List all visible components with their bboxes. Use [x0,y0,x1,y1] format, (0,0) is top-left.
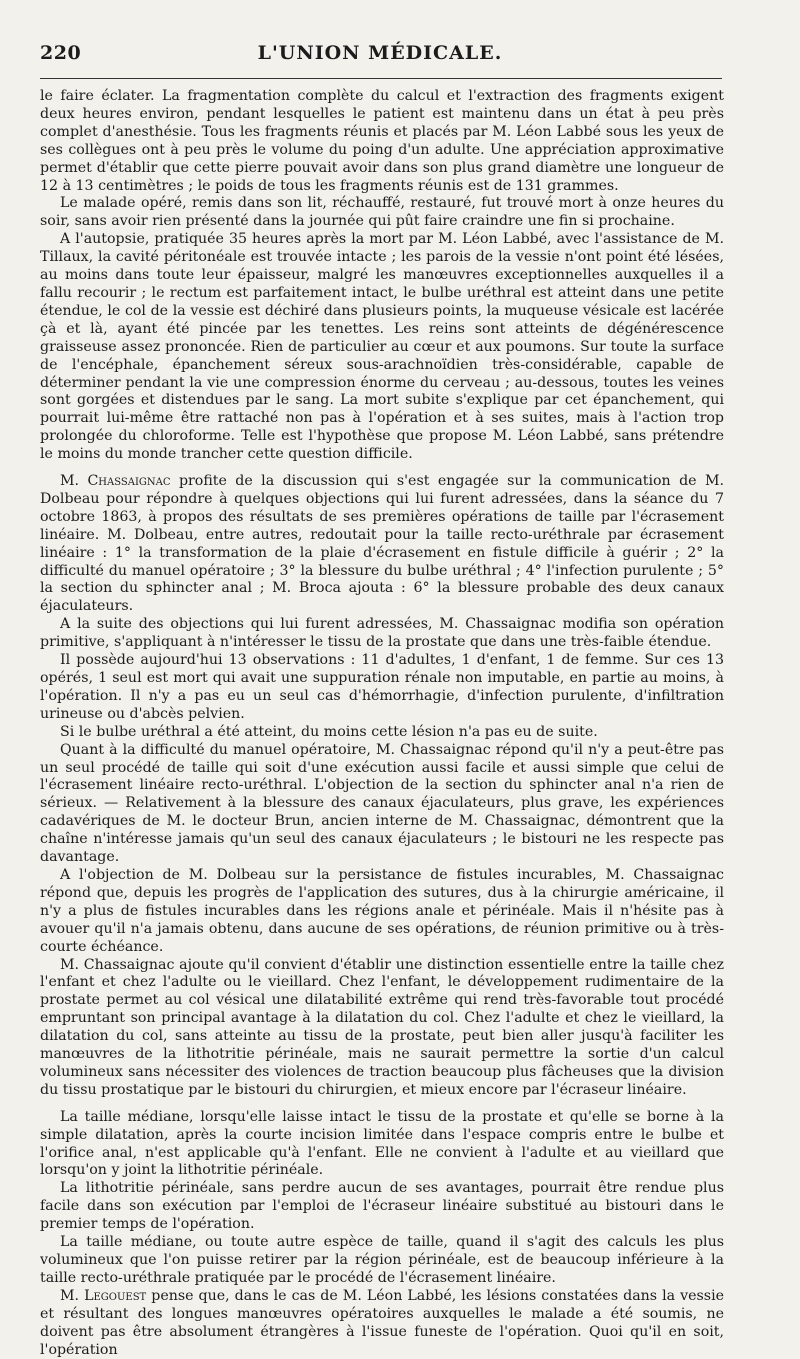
speaker-name: Legouest [84,1287,147,1304]
paragraph-text: A la suite des objections qui lui furent adressées, M. Chassaignac modifia son opération primitive, s'appliquant à n'intéresser le tissu de la prostate que dans une très-faible étendue. [40,616,724,651]
journal-title: L'UNION MÉDICALE. [257,42,503,64]
paragraph-text: A l'autopsie, pratiquée 35 heures après la mort par M. Léon Labbé, avec l'assistance de M. Tillaux, la cavité péritonéale est trouvée intacte ; les parois de la vessie n'ont point été lésées, au moins dans toute leur épaisseur, malgré les manœuvres exceptionnelles auxquelles il a fallu recourir ; le rectum est parfaitement intact, le bulbe uréthral est atteint dans une petite étendue, le col de la vessie est déchiré dans plusieurs points, la muqueuse vésicale est lacérée çà et là, ayant été pincée par les tenettes. Les reins sont atteints de dégénérescence graisseuse assez prononcée. Rien de particulier au cœur et aux poumons. Sur toute la surface de l'encéphale, épanchement séreux sous-arachnoïdien très-considérable, capable de déterminer pendant la vie une compression énorme du cerveau ; au-dessous, toutes les veines sont gorgées et distendues par le sang. La mort subite s'explique par cet épanchement, qui pourrait lui-même être rattaché non pas à l'opération et à ses suites, mais à l'action trop prolongée du chloroforme. Telle est l'hypothèse que propose M. Léon Labbé, sans prétendre le moins du monde trancher cette question difficile. [40,231,724,463]
paragraph-text: Le malade opéré, remis dans son lit, réchauffé, restauré, fut trouvé mort à onze heures du soir, sans avoir rien présenté dans la journée qui pût faire craindre une fin si prochaine. [40,195,724,230]
paragraph-text: La taille médiane, ou toute autre espèce de taille, quand il s'agit des calculs les plus volumineux que l'on puisse retirer par la région périnéale, est de beaucoup inférieure à la taille recto-uréthrale pratiquée par le procédé de l'écrasement linéaire. [40,1234,724,1286]
header-rule [40,78,722,79]
paragraph [40,195,724,231]
paragraph [40,652,724,724]
paragraph-text: profite de la discussion qui s'est engagée sur la communication de M. Dolbeau pour répondre à quelques objections qui lui furent adressées, dans la séance du 7 octobre 1863, à propos des résultats de ses premières opérations de taille par l'écrasement linéaire. M. Dolbeau, entre autres, redoutait pour la taille recto-uréthrale par écrasement linéaire : 1° la transformation de la plaie d'écrasement en fistule difficile à guérir ; 2° la difficulté du manuel opératoire ; 3° la blessure du bulbe uréthral ; 4° l'infection purulente ; 5° la section du sphincter anal ; M. Broca ajouta : 6° la blessure probable des deux canaux éjaculateurs. [40,473,724,615]
paragraph [40,1109,724,1181]
paragraph-text: Quant à la difficulté du manuel opératoire, M. Chassaignac répond qu'il n'y a peut-être pas un seul procédé de taille qui soit d'une exécution aussi facile et aussi simple que celui de l'écrasement linéaire recto-uréthral. L'objection de la section du sphincter anal n'a rien de sérieux. — Relativement à la blessure des canaux éjaculateurs, plus grave, les expériences cadavériques de M. le docteur Brun, ancien interne de M. Chassaignac, démontrent que la chaîne n'intéresse jamais qu'un seul des canaux éjaculateurs ; le bistouri ne les respecte pas davantage. [40,741,724,866]
page-number: 220 [40,42,82,64]
paragraph [40,724,724,742]
paragraph [40,1180,724,1234]
paragraph [40,957,724,1100]
paragraph [40,1234,724,1288]
paragraph [40,88,724,195]
paragraph-text: La lithotritie périnéale, sans perdre aucun de ses avantages, pourrait être rendue plus facile dans son exécution par l'emploi de l'écraseur linéaire substitué au bistouri dans le premier temps de l'opération. [40,1180,724,1233]
paragraph-text: Si le bulbe uréthral a été atteint, du moins cette lésion n'a pas eu de suite. [60,723,598,740]
paragraph [40,1288,724,1359]
paragraph [40,616,724,652]
paragraph-text: M. [60,1287,85,1304]
speaker-name: Chassaignac [87,473,171,490]
paragraph-text: M. Chassaignac ajoute qu'il convient d'établir une distinction essentielle entre la taille chez l'enfant et chez l'adulte ou le vieillard. Chez l'enfant, le développement rudimentaire de la prostate permet au col vésical une dilatabilité extrême qui rend très-favorable tout procédé empruntant son principal avantage à la dilatation du col. Chez l'adulte et chez le vieillard, la dilatation du col, sans atteinte au tissu de la prostate, peut bien aller jusqu'à faciliter les manœuvres de la lithotritie périnéale, mais ne saurait permettre la sortie d'un calcul volumineux sans nécessiter des violences de traction beaucoup plus fâcheuses que la division du tissu prostatique par le bistouri du chirurgien, et mieux encore par l'écraseur linéaire. [40,956,724,1098]
running-header [40,42,720,70]
paragraph [40,231,724,464]
paragraph [40,742,724,867]
paragraph-text: A l'objection de M. Dolbeau sur la persistance de fistules incurables, M. Chassaignac répond que, depuis les progrès de l'application des sutures, dus à la chirurgie américaine, il n'y a plus de fistules incurables dans les régions anale et périnéale. Mais il n'hésite pas à avouer qu'il n'a jamais obtenu, dans aucune de ses opérations, de réunion primitive ou à très-courte échéance. [40,866,724,955]
paragraph-text: La taille médiane, lorsqu'elle laisse intact le tissu de la prostate et qu'elle se borne à la simple dilatation, après la courte incision limitée dans l'espace compris entre le bulbe et l'orifice anal, n'est applicable qu'à l'enfant. Elle ne convient à l'adulte et au vieillard que lorsqu'on y joint la lithotritie périnéale. [40,1108,724,1179]
paragraph-text: M. [60,473,88,490]
article-body [40,88,724,1359]
paragraph-text: pense que, dans le cas de M. Léon Labbé, les lésions constatées dans la vessie et résultant des longues manœuvres opératoires auxquelles le malade a été soumis, ne doivent pas être absolument étrangères à l'issue funeste de l'opération. Quoi qu'il en soit, l'opération [40,1287,725,1358]
paragraph [40,867,724,957]
paragraph [40,473,724,616]
paragraph-text: le faire éclater. La fragmentation complète du calcul et l'extraction des fragments exigent deux heures environ, pendant lesquelles le patient est maintenu dans un état à peu près complet d'anesthésie. Tous les fragments réunis et placés par M. Léon Labbé sous les yeux de ses collègues ont à peu près le volume du poing d'un adulte. Une appréciation approximative permet d'établir que cette pierre pouvait avoir dans son plus grand diamètre une longueur de 12 à 13 centimètres ; le poids de tous les fragments réunis est de 131 grammes. [40,88,724,194]
paragraph-text: Il possède aujourd'hui 13 observations : 11 d'adultes, 1 d'enfant, 1 de femme. Sur ces 13 opérés, 1 seul est mort qui avait une suppuration rénale non imputable, en partie au moins, à l'opération. Il n'y a pas eu un seul cas d'hémorrhagie, d'infection purulente, d'infiltration urineuse ou d'abcès pelvien. [40,652,724,722]
